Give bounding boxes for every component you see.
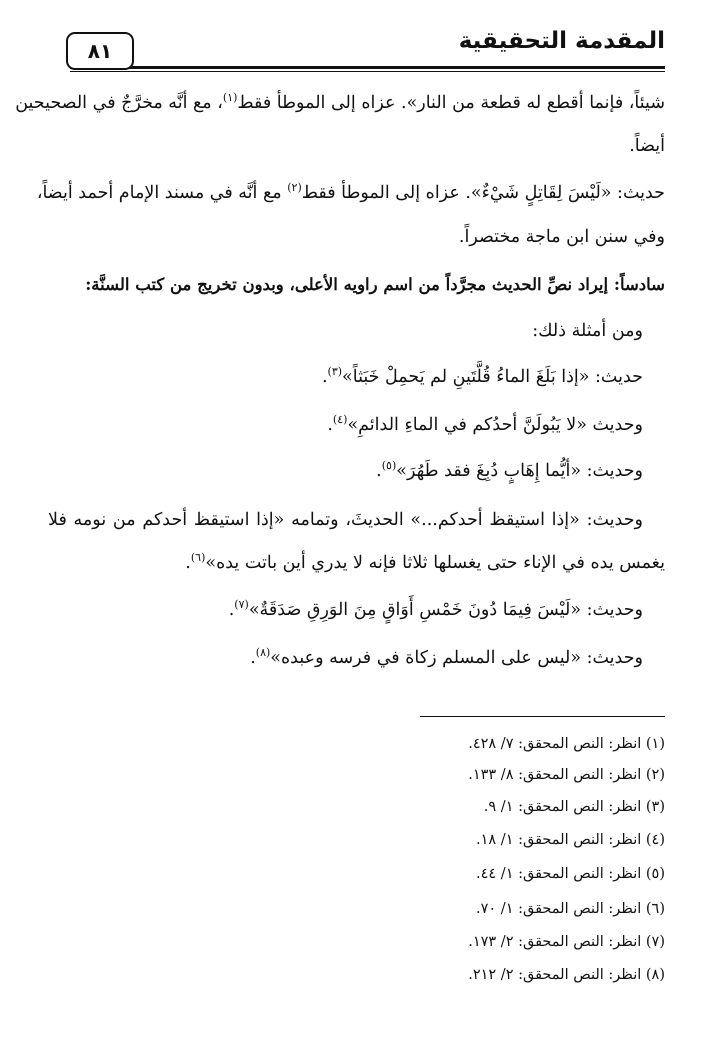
footnote-separator bbox=[420, 716, 665, 717]
page-number: ٨١ bbox=[87, 39, 113, 63]
body-line: ومن أمثلة ذلك: bbox=[532, 321, 643, 341]
hadith-line: وحديث: «لَيْسَ فِيمَا دُونَ خَمْسِ أَوَاقٍ مِنَ الوَرِقِ صَدَقَةٌ»$^{(٧)}$. bbox=[228, 598, 643, 620]
header-rule-thin bbox=[70, 71, 665, 72]
footnote-ref: (٢) bbox=[287, 181, 302, 195]
footnote-ref: (٧) bbox=[234, 598, 249, 612]
footnote-ref: (١) bbox=[222, 91, 238, 105]
hadith-line: يغمس يده في الإناء حتى يغسلها ثلاثا فإنه لا يدري أين باتت يده»$^{(٦)}$. bbox=[185, 551, 665, 573]
running-header-title: المقدمة التحقيقية bbox=[458, 28, 665, 54]
footnote-ref: (٤) bbox=[332, 413, 348, 427]
footnote-ref: (٦) bbox=[190, 551, 206, 565]
body-line: حديث: «لَيْسَ لِقَاتِلٍ شَيْءٌ». عزاه إلى الموطأ فقط$^{(٢)}$ مع أنَّه في مسند الإمام أحمد أيضاً، bbox=[36, 181, 665, 203]
body-line: أيضاً. bbox=[629, 136, 665, 156]
body-line: وفي سنن ابن ماجة مختصراً. bbox=[458, 227, 665, 247]
footnote-ref: (٥) bbox=[381, 459, 397, 473]
page-number-box bbox=[66, 32, 134, 70]
footnote: (٣) انظر: النص المحقق: ١/ ٩. bbox=[483, 799, 665, 815]
footnote: (١) انظر: النص المحقق: ٧/ ٤٢٨. bbox=[468, 736, 665, 752]
body-line: شيئاً، فإنما أقطع له قطعة من النار». عزاه إلى الموطأ فقط$^{(١)}$، مع أنَّه مخرَّجٌ في الصحيحين bbox=[15, 91, 665, 113]
footnote-ref: (٣) bbox=[327, 365, 343, 379]
hadith-line: وحديث: «إذا استيقظ أحدكم...» الحديثَ، وتمامه «إذا استيقظ أحدكم من نومه فلا bbox=[48, 510, 643, 530]
hadith-line: وحديث: «أيُّما إِهَابٍ دُبِغَ فقد طَهُرَ»$^{(٥)}$. bbox=[376, 459, 643, 481]
footnote-ref: (٨) bbox=[255, 646, 271, 660]
hadith-line: وحديث: «ليس على المسلم زكاة في فرسه وعبده»$^{(٨)}$. bbox=[250, 646, 643, 668]
footnote: (٧) انظر: النص المحقق: ٢/ ١٧٣. bbox=[468, 934, 665, 950]
footnote: (٨) انظر: النص المحقق: ٢/ ٢١٢. bbox=[468, 967, 665, 983]
footnote: (٢) انظر: النص المحقق: ٨/ ١٣٣. bbox=[468, 767, 665, 783]
footnote: (٦) انظر: النص المحقق: ١/ ٧٠. bbox=[476, 901, 665, 917]
hadith-line: حديث: «إذا بَلَغَ الماءُ قُلَّتَينِ لم يَحمِلْ خَبَثاً»$^{(٣)}$. bbox=[321, 365, 643, 387]
footnote: (٥) انظر: النص المحقق: ١/ ٤٤. bbox=[476, 866, 665, 882]
section-heading-line: سادساً: إيراد نصِّ الحديث مجرَّداً من اسم راويه الأعلى، وبدون تخريج من كتب السنَّة: bbox=[85, 275, 665, 294]
header-rule bbox=[70, 66, 665, 69]
footnote: (٤) انظر: النص المحقق: ١/ ١٨. bbox=[476, 832, 665, 848]
hadith-line: وحديث «لا يَبُولَنَّ أحدُكم في الماءِ الدائمِ»$^{(٤)}$. bbox=[327, 413, 643, 435]
